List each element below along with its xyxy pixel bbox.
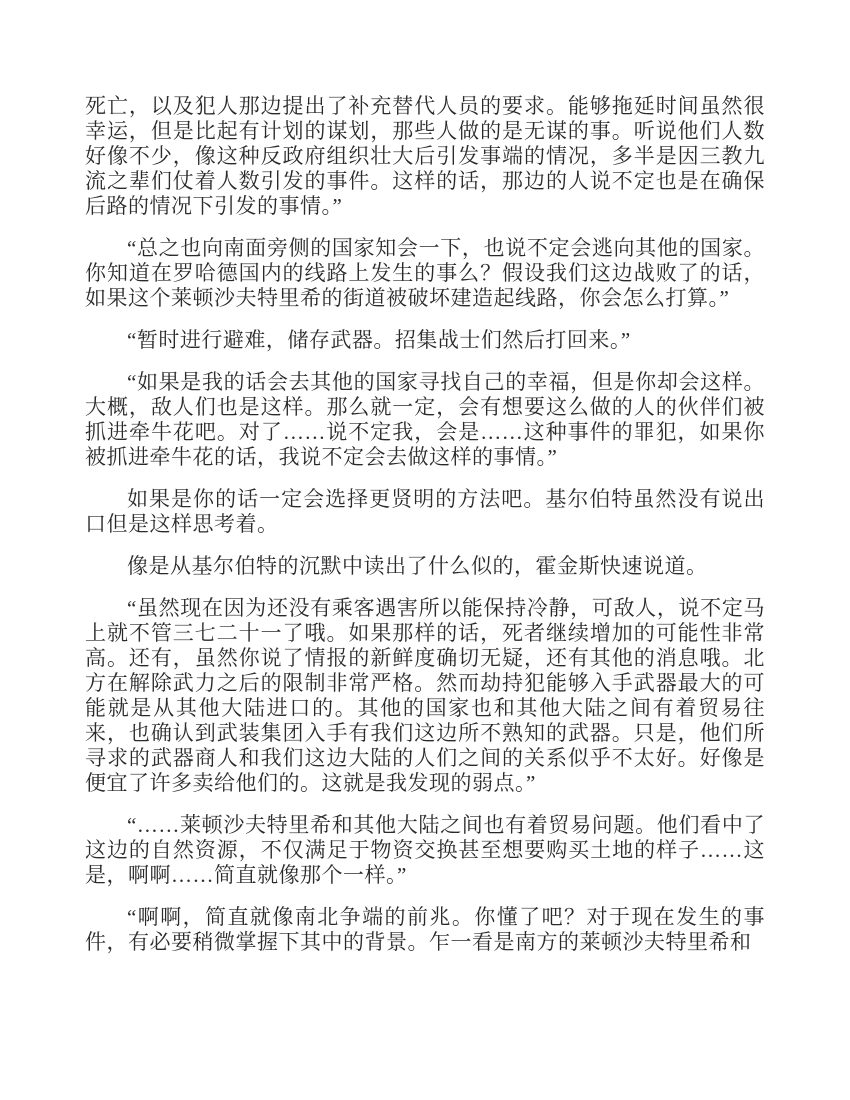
paragraph: “虽然现在因为还没有乘客遇害所以能保持冷静，可敌人，说不定马上就不管三七二十一了哦。如果那样的话，死者继续增加的可能性非常高。还有，虽然你说了情报的新鲜度确切无疑，还有其他的消息哦。北方在解除武力之后的限制非常严格。然而劫持犯能够入手武器最大的可能就是从其他大陆进口的。其他的国家也和其他大陆之间有着贸易往来，也确认到武装集团入手有我们这边所不熟知的武器。只是，他们所寻求的武器商人和我们这边大陆的人们之间的关系似乎不太好。好像是便宜了许多卖给他们的。这就是我发现的弱点。” [85,596,765,795]
paragraph: “……莱顿沙夫特里希和其他大陆之间也有着贸易问题。他们看中了这边的自然资源，不仅满足于物资交换甚至想要购买土地的样子……这是，啊啊……简直就像那个一样。” [85,813,765,887]
paragraph: “暂时进行避难，储存武器。招集战士们然后打回来。” [127,328,631,352]
paragraph: 死亡，以及犯人那边提出了补充替代人员的要求。能够拖延时间虽然很幸运，但是比起有计划的谋划，那些人做的是无谋的事。听说他们人数好像不少，像这种反政府组织壮大后引发事端的情况，多半是因三教九流之辈们仗着人数引发的事件。这样的话，那边的人说不定也是在确保后路的情况下引发的事情。” [85,94,765,218]
paragraph: “如果是我的话会去其他的国家寻找自己的幸福，但是你却会这样。大概，敌人们也是这样。那么就一定，会有想要这么做的人的伙伴们被抓进牵牛花吧。对了……说不定我，会是……这种事件的罪犯，如果你被抓进牵牛花的话，我说不定会去做这样的事情。” [85,370,765,469]
paragraph: 如果是你的话一定会选择更贤明的方法吧。基尔伯特虽然没有说出口但是这样思考着。 [85,487,765,536]
paragraph: “总之也向南面旁侧的国家知会一下，也说不定会逃向其他的国家。你知道在罗哈德国内的线路上发生的事么？假设我们这边战败了的话，如果这个莱顿沙夫特里希的街道被破坏建造起线路，你会怎么打算。” [85,236,765,310]
paragraph: “啊啊，简直就像南北争端的前兆。你懂了吧？对于现在发生的事件，有必要稍微掌握下其中的背景。乍一看是南方的莱顿沙夫特里希和 [85,905,765,954]
paragraph: 像是从基尔伯特的沉默中读出了什么似的，霍金斯快速说道。 [127,554,708,578]
